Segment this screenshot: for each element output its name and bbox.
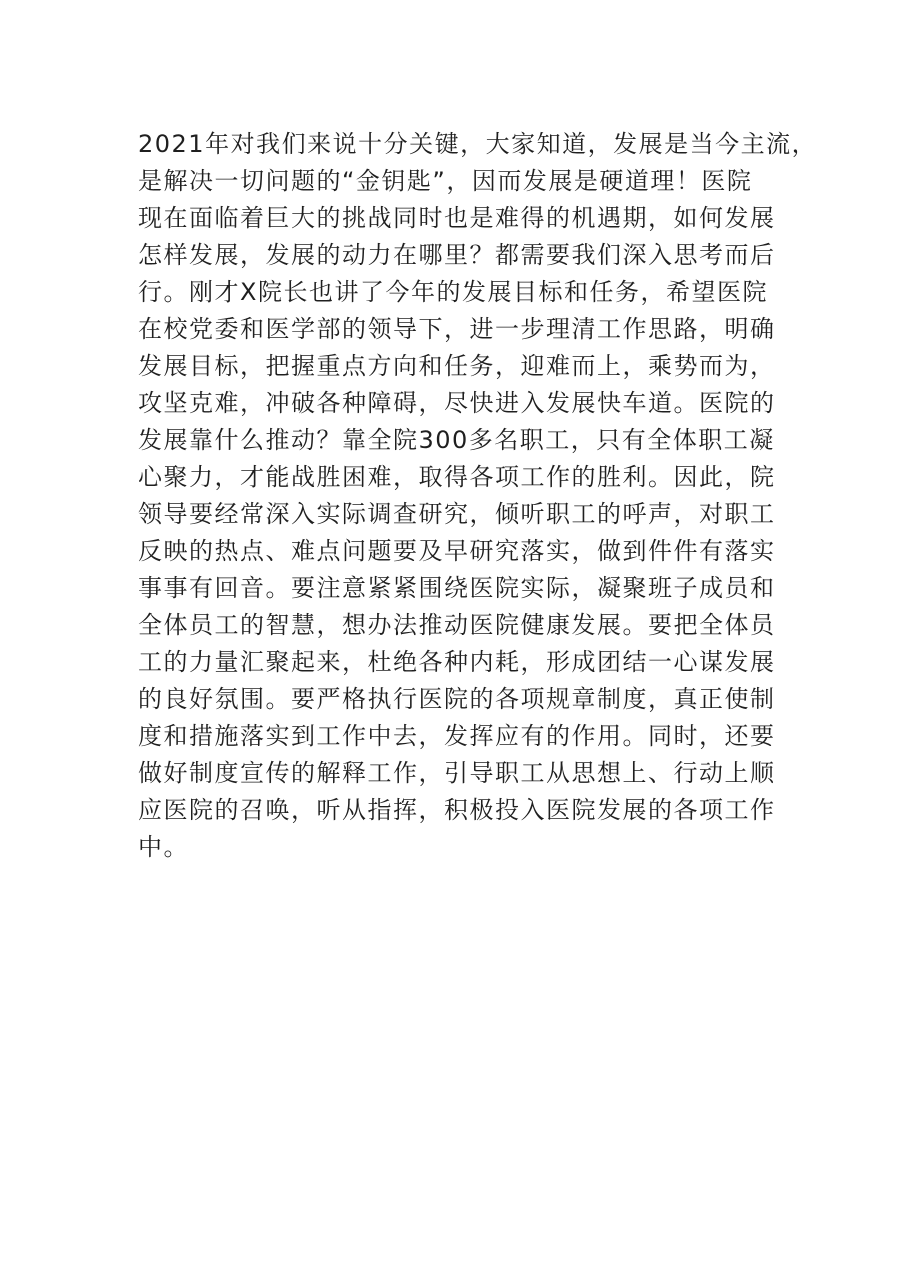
paragraph-line: 的良好氛围。要严格执行医院的各项规章制度，真正使制 [138,685,776,713]
paragraph-line: 攻坚克难，冲破各种障碍，尽快进入发展快车道。医院的 [138,389,776,417]
paragraph-line: 工的力量汇聚起来，杜绝各种内耗，形成团结一心谋发展 [138,648,776,676]
paragraph-line: 领导要经常深入实际调查研究，倾听职工的呼声，对职工 [138,500,776,528]
paragraph-line: 在校党委和医学部的领导下，进一步理清工作思路，明确 [138,315,776,343]
paragraph-line: 发展目标，把握重点方向和任务，迎难而上，乘势而为， [138,352,776,380]
paragraph-line: 是解决一切问题的“金钥匙”，因而发展是硬道理！医院 [138,167,753,195]
paragraph-line: 行。刚才X院长也讲了今年的发展目标和任务，希望医院 [138,278,768,306]
body-paragraph [138,126,818,866]
paragraph-line: 事事有回音。要注意紧紧围绕医院实际，凝聚班子成员和 [138,574,776,602]
paragraph-line: 中。 [138,833,189,861]
paragraph-line: 现在面临着巨大的挑战同时也是难得的机遇期，如何发展 [138,204,776,232]
paragraph-line: 做好制度宣传的解释工作，引导职工从思想上、行动上顺 [138,759,776,787]
paragraph-line: 度和措施落实到工作中去，发挥应有的作用。同时，还要 [138,722,776,750]
paragraph-line: 反映的热点、难点问题要及早研究落实，做到件件有落实 [138,537,776,565]
paragraph-line: 心聚力，才能战胜困难，取得各项工作的胜利。因此，院 [138,463,776,491]
paragraph-line: 全体员工的智慧，想办法推动医院健康发展。要把全体员 [138,611,776,639]
paragraph-line: 应医院的召唤，听从指挥，积极投入医院发展的各项工作 [138,796,776,824]
paragraph-line: 发展靠什么推动？靠全院300多名职工，只有全体职工凝 [138,426,775,454]
paragraph-line: 2021年对我们来说十分关键，大家知道，发展是当今主流， [138,130,818,158]
paragraph-line: 怎样发展，发展的动力在哪里？都需要我们深入思考而后 [138,241,776,269]
